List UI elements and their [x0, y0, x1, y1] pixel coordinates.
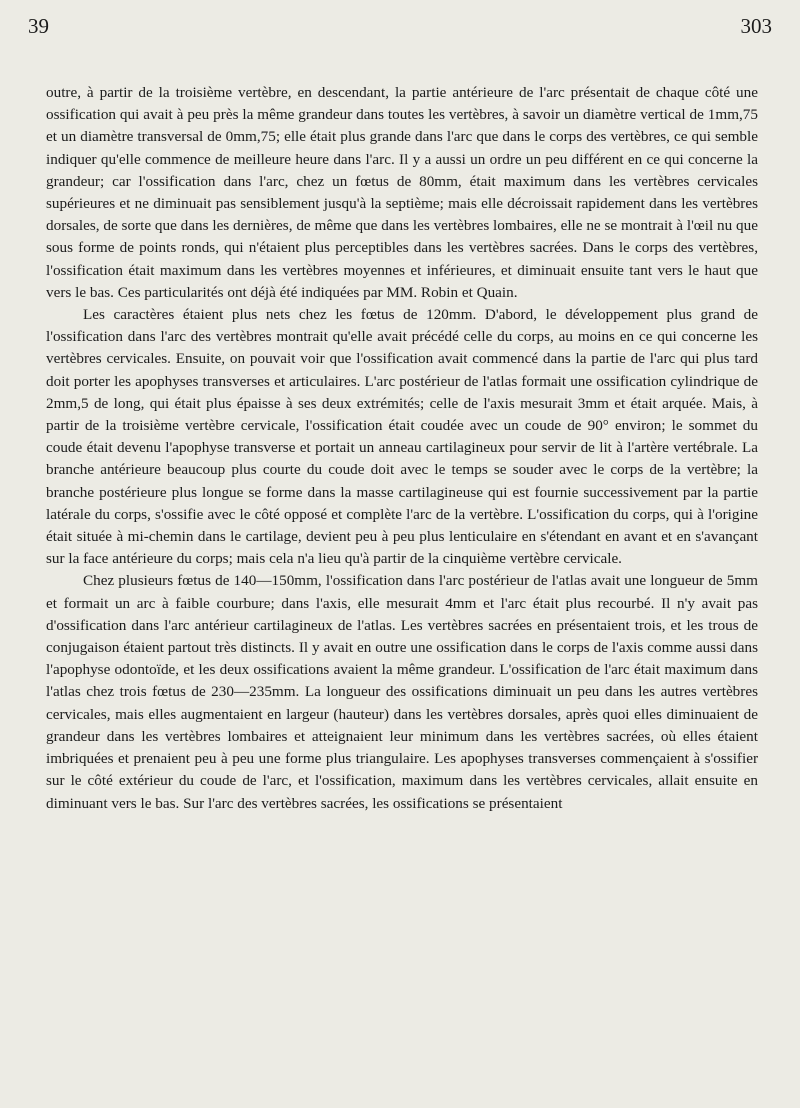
paragraph-3: Chez plusieurs fœtus de 140—150mm, l'ossification dans l'arc postérieur de l'atlas avait une longueur de 5mm et formait un arc à faible courbure; dans l'axis, elle mesurait 4mm et l'arc était plus recourbé. Il n'y avait pas d'ossification dans l'arc antérieur cartilagineux de l'atlas. Les vertèbres sacrées en présentaient trois, et les trous de conjugaison étaient partout très distincts. Il y avait en outre une ossification dans le corps de l'axis comme aussi dans l'apophyse odontoïde, et les deux ossifications avaient la même grandeur. L'ossification de l'arc était maximum dans l'atlas chez trois fœtus de 230—235mm. La longueur des ossifications diminuait un peu dans les autres vertèbres cervicales, mais elles augmentaient en largeur (hauteur) dans les vertèbres dorsales, après quoi elles diminuaient de grandeur dans les vertèbres lombaires et atteignaient leur minimum dans les vertèbres sacrées, où elles étaient imbriquées et prenaient peu à peu une forme plus triangulaire. Les apophyses transverses commençaient à s'ossifier sur le côté extérieur du coude de l'arc, et l'ossification, maximum dans les vertèbres cervicales, allait ensuite en diminuant vers le bas. Sur l'arc des vertèbres sacrées, les ossifications se présentaient: [46, 572, 758, 812]
page-header: [28, 14, 772, 44]
body-text: [46, 82, 758, 815]
page-number-right: 303: [740, 14, 772, 38]
paragraph-2: Les caractères étaient plus nets chez les fœtus de 120mm. D'abord, le développement plus grand de l'ossification dans l'arc des vertèbres montrait qu'elle avait précédé celle du corps, au moins en ce qui concerne les vertèbres cervicales. Ensuite, on pouvait voir que l'ossification avait commencé dans la partie de l'arc qui plus tard doit porter les apophyses transverses et articulaires. L'arc postérieur de l'atlas formait une ossification cylindrique de 2mm,5 de long, qui était plus épaisse à ses deux extrémités; celle de l'axis mesurait 3mm et était arquée. Mais, à partir de la troisième vertèbre cervicale, l'ossification était coudée avec un coude de 90° environ; le sommet du coude était devenu l'apophyse transverse et portait un anneau cartilagineux pour servir de lit à l'artère vertébrale. La branche antérieure beaucoup plus courte du coude doit avec le temps se souder avec le corps de la vertèbre; la branche postérieure plus longue se forme dans la masse cartilagineuse qui est fournie successivement par la partie latérale du corps, s'ossifie avec le côté opposé et complète l'arc de la vertèbre. L'ossification du corps, qui à l'origine était située à mi-chemin dans le cartilage, devient peu à peu plus lenticulaire en s'étendant en avant et en s'avançant sur la face antérieure du corps; mais cela n'a lieu qu'à partir de la cinquième vertèbre cervicale.: [46, 306, 758, 568]
paragraph-1: outre, à partir de la troisième vertèbre, en descendant, la partie antérieure de l'arc présentait de chaque côté une ossification qui avait à peu près la même grandeur dans toutes les vertèbres, à savoir un diamètre vertical de 1mm,75 et un diamètre transversal de 0mm,75; elle était plus grande dans l'arc que dans le corps des vertèbres, ce qui semble indiquer qu'elle commence de meilleure heure dans l'arc. Il y a aussi un ordre un peu différent en ce qui concerne la grandeur; car l'ossification dans l'arc, chez un fœtus de 80mm, était maximum dans les vertèbres cervicales supérieures et ne diminuait pas sensiblement jusqu'à la septième; mais elle décroissait rapidement dans les vertèbres dorsales, de sorte que dans les dernières, de même que dans les vertèbres lombaires, elle ne se montrait à l'œil nu que sous forme de points ronds, qui n'étaient plus perceptibles dans les vertèbres sacrées. Dans le corps des vertèbres, l'ossification était maximum dans les vertèbres moyennes et inférieures, et diminuait ensuite tant vers le haut que vers le bas. Ces particularités ont déjà été indiquées par MM. Robin et Quain.: [46, 84, 758, 301]
page-number-left: 39: [28, 14, 49, 38]
